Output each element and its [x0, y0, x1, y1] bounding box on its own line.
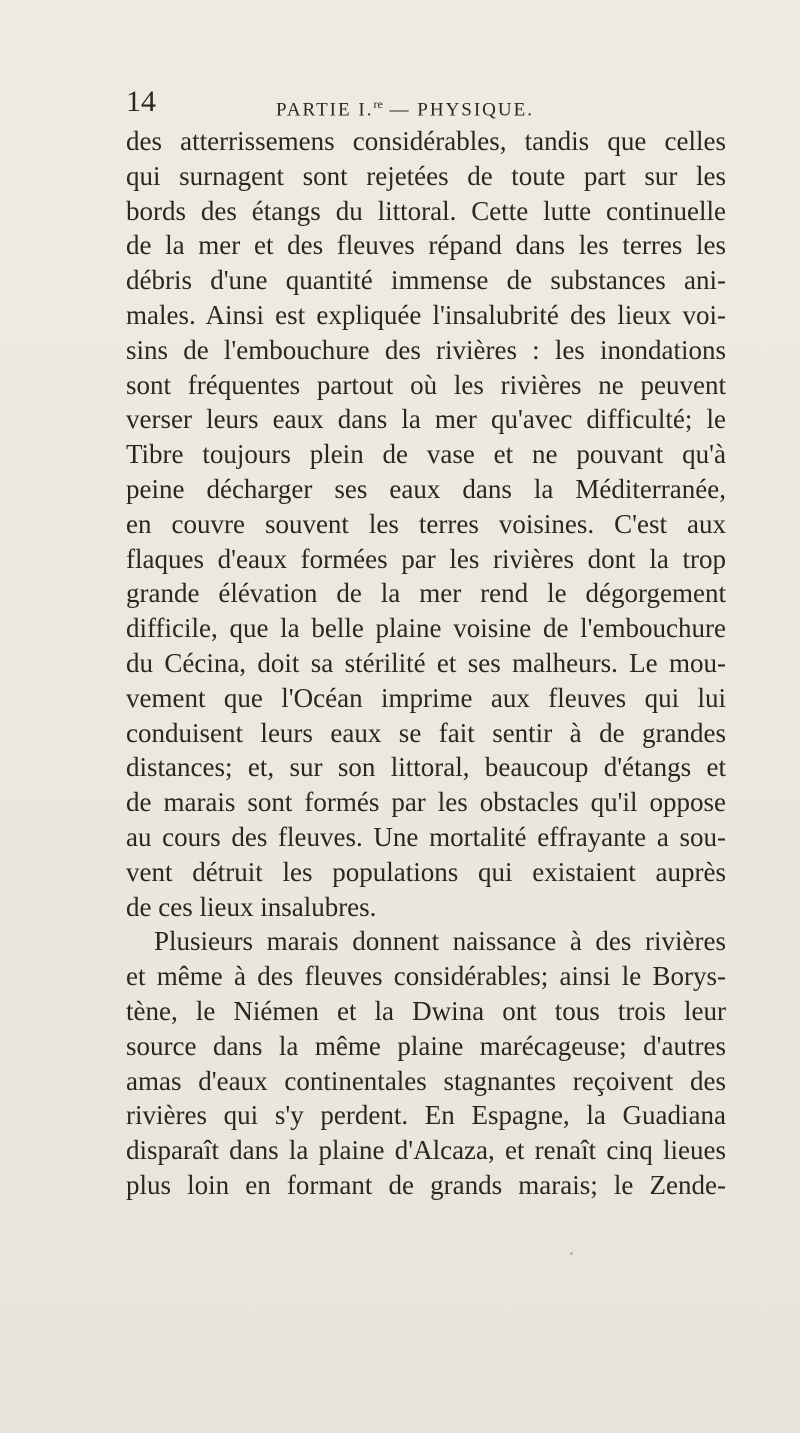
paper-speck — [570, 1252, 573, 1255]
paragraph-end-line: de ces lieux insalubres. — [126, 891, 377, 922]
text-line: tène, le Niémen et la Dwina ont tous trois leur — [126, 995, 726, 1026]
running-head-suffix: — PHYSIQUE. — [382, 99, 534, 121]
text-line: conduisent leurs eaux se fait sentir à de grandes — [126, 717, 726, 748]
text-line: source dans la même plaine marécageuse; d'autres — [126, 1030, 726, 1061]
text-line: en couvre souvent les terres voisines. C'est aux — [126, 508, 726, 539]
text-line: des atterrissemens considérables, tandis que celles — [126, 126, 726, 156]
text-line: plus loin en formant de grands marais; le Zende- — [126, 1169, 726, 1200]
text-line: bords des étangs du littoral. Cette lutte continuelle — [126, 195, 726, 226]
body-text — [126, 124, 726, 1203]
text-line: sont fréquentes partout où les rivières ne peuvent — [126, 369, 726, 400]
page-header — [126, 86, 726, 126]
text-line: vement que l'Océan imprime aux fleuves qui lui — [126, 682, 726, 713]
text-line: males. Ainsi est expliquée l'insalubrité des lieux voi- — [126, 299, 726, 330]
text-line: de marais sont formés par les obstacles qu'il oppose — [126, 787, 726, 818]
text-line: vent détruit les populations qui existaient auprès — [126, 856, 726, 887]
page-number: 14 — [126, 85, 156, 118]
text-line: amas d'eaux continentales stagnantes reçoivent des — [126, 1065, 726, 1096]
paragraph-start-line: Plusieurs marais donnent naissance à des rivières — [154, 926, 726, 957]
running-head-superscript: re — [373, 97, 383, 111]
running-head-prefix: PARTIE I. — [276, 99, 374, 121]
text-line: distances; et, sur son littoral, beaucoup d'étangs et — [126, 752, 726, 783]
text-line: grande élévation de la mer rend le dégorgement — [126, 578, 726, 609]
text-line: du Cécina, doit sa stérilité et ses malheurs. Le mou- — [126, 647, 726, 678]
text-line: débris d'une quantité immense de substances ani- — [126, 265, 726, 296]
text-line: de la mer et des fleuves répand dans les terres les — [126, 230, 726, 261]
text-line: sins de l'embouchure des rivières : les inondations — [126, 334, 726, 365]
text-line: difficile, que la belle plaine voisine de l'embouchure — [126, 613, 726, 644]
text-line: verser leurs eaux dans la mer qu'avec difficulté; le — [126, 404, 726, 435]
text-line: au cours des fleuves. Une mortalité effrayante a sou- — [126, 821, 726, 852]
text-line: Tibre toujours plein de vase et ne pouvant qu'à — [126, 439, 726, 470]
text-line: peine décharger ses eaux dans la Méditerranée, — [126, 473, 726, 504]
text-line: et même à des fleuves considérables; ainsi le Borys- — [126, 961, 726, 992]
text-line: qui surnagent sont rejetées de toute part sur les — [126, 160, 726, 191]
text-line: rivières qui s'y perdent. En Espagne, la Guadiana — [126, 1100, 726, 1131]
text-line: flaques d'eaux formées par les rivières dont la trop — [126, 543, 726, 574]
text-line: disparaît dans la plaine d'Alcaza, et renaît cinq lieues — [126, 1135, 726, 1166]
running-head — [276, 92, 534, 122]
